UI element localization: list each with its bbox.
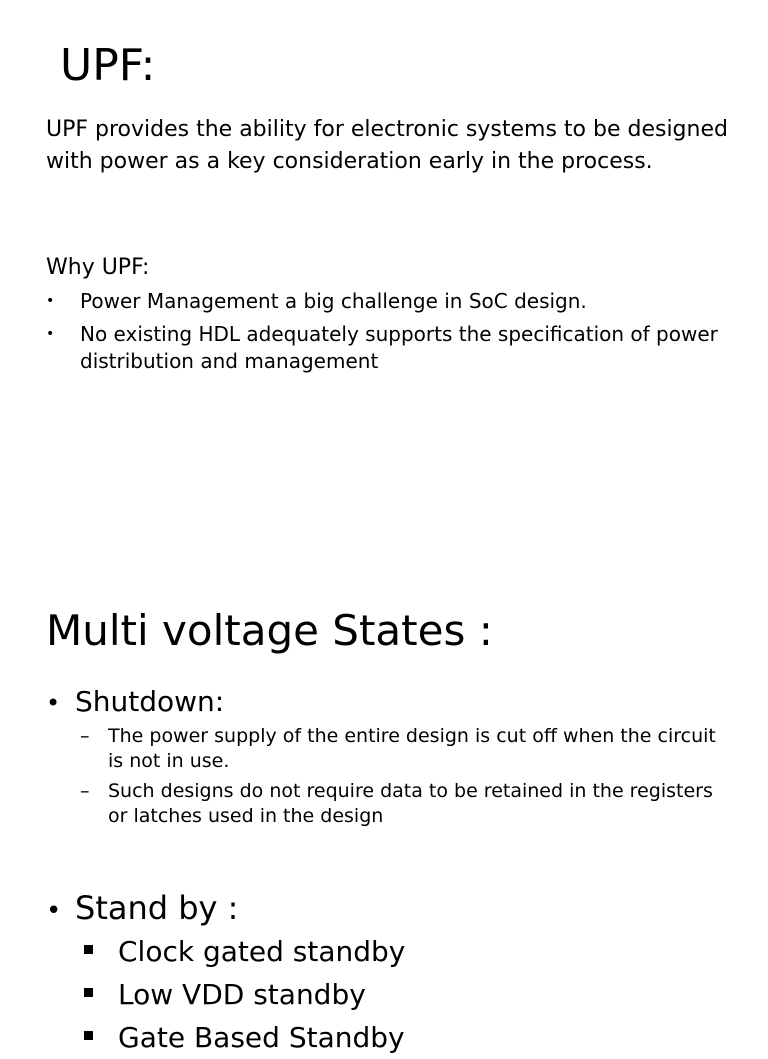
- standby-type-item: [80, 1016, 740, 1059]
- standby-heading: [46, 889, 238, 930]
- slide-title-multi-voltage: Multi voltage States :: [46, 606, 493, 655]
- dash-icon: –: [80, 780, 90, 802]
- why-upf-list: [46, 288, 736, 381]
- bullet-icon: •: [46, 896, 62, 926]
- standby-type-item: [80, 973, 740, 1016]
- shutdown-detail-item: [80, 724, 730, 774]
- shutdown-detail-text: The power supply of the entire design is cut off when the circuit is not in use.: [108, 725, 716, 772]
- standby-type-text: Gate Based Standby: [118, 1021, 405, 1054]
- why-upf-heading: Why UPF:: [46, 255, 150, 280]
- why-upf-item-text: Power Management a big challenge in SoC design.: [80, 289, 587, 313]
- bullet-icon: •: [46, 326, 55, 342]
- shutdown-heading: [46, 684, 224, 721]
- bullet-icon: •: [46, 293, 55, 309]
- standby-type-text: Low VDD standby: [118, 978, 366, 1011]
- shutdown-detail-item: [80, 779, 730, 829]
- square-bullet-icon: [84, 945, 93, 954]
- shutdown-label: Shutdown:: [75, 685, 225, 718]
- standby-types-list: [80, 930, 740, 1059]
- why-upf-item: [46, 288, 736, 315]
- standby-label: Stand by :: [75, 889, 239, 927]
- bullet-icon: •: [46, 689, 61, 717]
- why-upf-item-text: No existing HDL adequately supports the specification of power distribution and management: [80, 322, 718, 373]
- why-upf-item: [46, 321, 736, 375]
- square-bullet-icon: [84, 1031, 93, 1040]
- shutdown-details-list: [80, 724, 730, 834]
- upf-intro-paragraph: UPF provides the ability for electronic systems to be designed with power as a key consideration early in the process.: [46, 117, 728, 174]
- square-bullet-icon: [84, 988, 93, 997]
- shutdown-detail-text: Such designs do not require data to be retained in the registers or latches used in the design: [108, 780, 713, 827]
- standby-type-item: [80, 930, 740, 973]
- dash-icon: –: [80, 725, 90, 747]
- standby-type-text: Clock gated standby: [118, 935, 406, 968]
- slide-title-upf: UPF:: [60, 40, 156, 91]
